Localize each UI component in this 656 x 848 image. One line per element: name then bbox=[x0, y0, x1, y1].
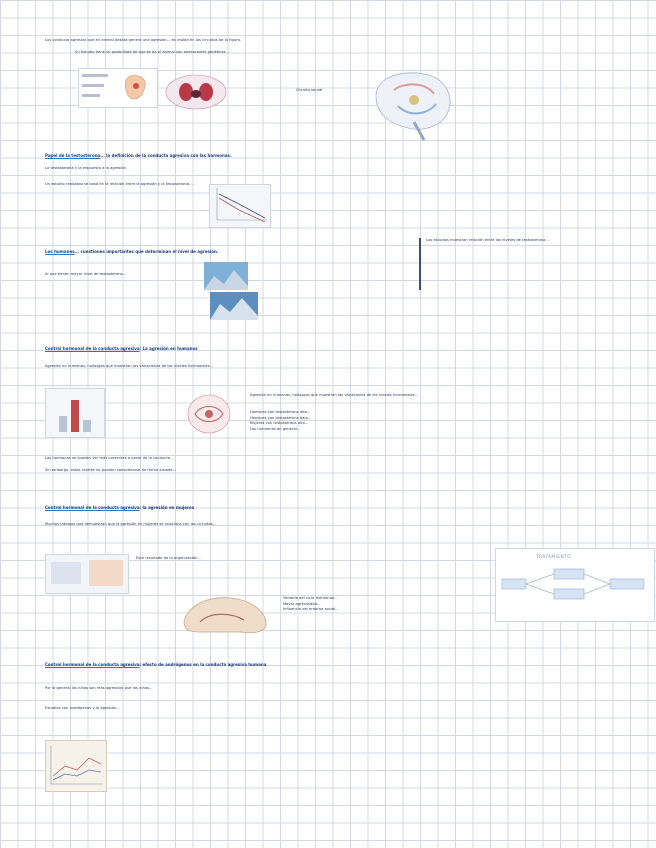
section-heading-main: Los humanos bbox=[45, 249, 75, 254]
hormone-list-item: Hombres con testosterona baja... bbox=[250, 415, 312, 420]
women-paragraph: Muchos trabajos que demuestran que la agresión en mujeres se relaciona con los circuitos... bbox=[45, 522, 217, 526]
section-heading-androgens bbox=[45, 662, 266, 668]
women-list-item: Influencia del entorno social... bbox=[283, 607, 339, 612]
treatment-flow-diagram bbox=[500, 565, 650, 617]
brain-region-diagram bbox=[78, 68, 158, 108]
treatment-title: TRATAMIENTO bbox=[536, 555, 571, 560]
brain-circuit-drawing bbox=[185, 392, 233, 436]
women-list bbox=[283, 596, 489, 613]
aggression-humans-paragraph: Agresión en humanos, hallazgos que muestran las variaciones de los niveles hormonales... bbox=[45, 364, 214, 368]
aggression-photo-collage bbox=[200, 258, 260, 324]
section-heading-main: Control hormonal de la conducta agresiva bbox=[45, 346, 140, 351]
section-heading-main: Papel de la testosterona bbox=[45, 153, 101, 158]
organization-paragraph: Este resultado de la organización... bbox=[136, 556, 202, 560]
section-heading-rest: : efecto de andrógenos en la conducta agresiva humana bbox=[139, 662, 267, 667]
testosterone-graph bbox=[209, 184, 271, 228]
side-note bbox=[419, 238, 656, 290]
section-heading-rest: : la agresión en mujeres bbox=[139, 505, 195, 510]
section-heading-humans bbox=[45, 249, 218, 255]
study-paragraph: Un estudio realizado se basó en la relación entre la agresión y la testosterona... bbox=[45, 182, 193, 186]
women-list-item: Mayor agresividad... bbox=[283, 601, 321, 606]
hormone-list-item: Las hormonas en general... bbox=[250, 426, 301, 431]
figure-caption: Agresión en humanos, hallazgos que muestran las variaciones de los niveles hormonales... bbox=[250, 393, 419, 397]
intro-paragraph: Los conducta agresiva que en animal desata genera una agresión... es visible en los circuitos de la figura. bbox=[45, 38, 242, 42]
section-heading-testosterone bbox=[45, 153, 231, 159]
hormones-paragraph: Las hormonas se pueden ver más presentes a pesar de la conducta... bbox=[45, 456, 174, 460]
bar-chart-figure bbox=[45, 388, 105, 438]
testosterone-paragraph: La testosterona y la respuesta a la agresión bbox=[45, 166, 126, 170]
side-note-text: Los estudios muestran relación entre los niveles de testosterona... bbox=[426, 238, 549, 242]
figure-label: Circuito neural bbox=[296, 88, 323, 92]
section-heading-rest: ... cuestiones importantes que determinan el nivel de agresión. bbox=[74, 249, 219, 254]
androgens-paragraph-2: Estudios con andrógenos y la agresión... bbox=[45, 706, 120, 710]
androgens-line-graph bbox=[45, 740, 107, 792]
section-heading-rest: ... la definición de la conducta agresiva con las hormonas. bbox=[100, 153, 232, 158]
section-heading-main: Control hormonal de la conducta agresiva bbox=[45, 662, 140, 667]
brain-circuit-illustration bbox=[364, 66, 458, 142]
women-list-item: Variable del ciclo menstrual... bbox=[283, 596, 338, 600]
brain-slice-illustration bbox=[162, 72, 230, 112]
section-heading-rest: : La agresión en humanos bbox=[139, 346, 198, 351]
section-heading-women bbox=[45, 505, 194, 511]
humans-paragraph: Al que tienen mayor nivel de testosterona... bbox=[45, 272, 127, 276]
hormone-diagram bbox=[45, 554, 129, 594]
section-heading-humans-aggression bbox=[45, 346, 198, 352]
hormones-paragraph-2: Sin embargo, estos niveles no pueden considerarse de forma aislada... bbox=[45, 468, 177, 472]
intro-paragraph-2: Su estudio tiene su posibilidad de que se da el animal con alteraciones genéticas... bbox=[75, 50, 230, 54]
hormone-list-item: Mujeres con testosterona alta... bbox=[250, 421, 309, 426]
section-heading-main: Control hormonal de la conducta agresiva bbox=[45, 505, 140, 510]
hormone-list-item: Hombres con testosterona alta... bbox=[250, 410, 311, 414]
rat-brain-illustration bbox=[180, 592, 270, 636]
hormone-list bbox=[250, 410, 470, 432]
androgens-paragraph: Por lo general los niños son más agresivos que las niñas... bbox=[45, 686, 153, 690]
treatment-figure bbox=[495, 548, 655, 622]
